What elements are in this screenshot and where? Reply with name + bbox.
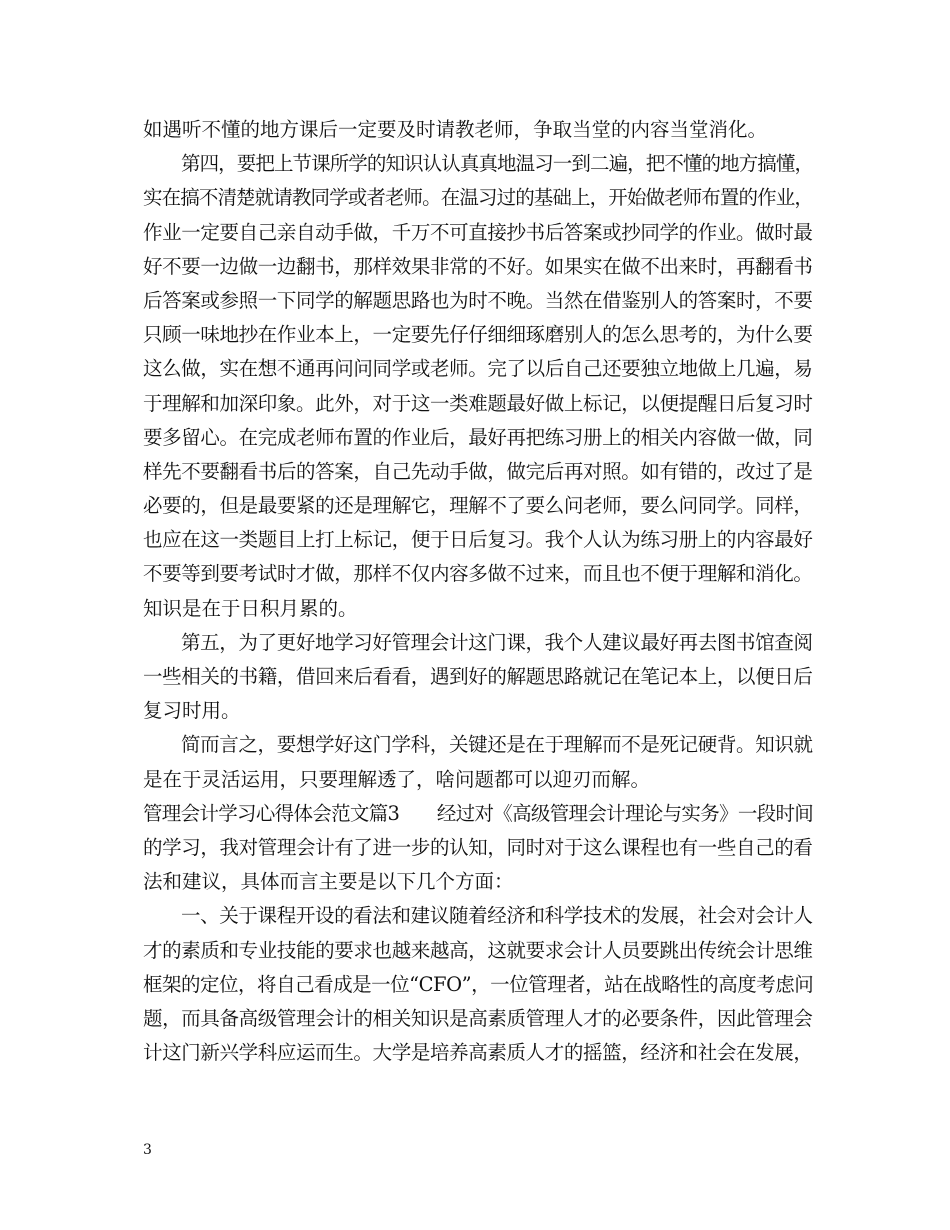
text-line: 样先不要翻看书后的答案，自己先动手做，做完后再对照。如有错的，改过了是: [143, 459, 813, 483]
text-line: 只顾一味地抄在作业本上，一定要先仔仔细细琢磨别人的怎么思考的，为什么要: [143, 323, 813, 347]
text-line: 的学习，我对管理会计有了进一步的认知，同时对于这么课程也有一些自己的看: [143, 835, 813, 859]
text-line: 如遇听不懂的地方课后一定要及时请教老师，争取当堂的内容当堂消化。: [143, 118, 768, 141]
text-line: 管理会计学习心得体会范文篇3 经过对《高级管理会计理论与实务》一段时间: [143, 801, 814, 825]
text-line: 不要等到要考试时才做，那样不仅内容多做不过来，而且也不便于理解和消化。: [143, 562, 813, 586]
text-line: 是在于灵活运用，只要理解透了，啥问题都可以迎刃而解。: [143, 767, 651, 791]
text-line: 简而言之，要想学好这门学科，关键还是在于理解而不是死记硬背。知识就: [181, 733, 813, 757]
text-line: 好不要一边做一边翻书，那样效果非常的不好。如果实在做不出来时，再翻看书: [143, 254, 813, 278]
text-line: 第四，要把上节课所学的知识认认真真地温习一到二遍，把不懂的地方搞懂，: [181, 152, 814, 176]
text-line: 题，而具备高级管理会计的相关知识是高素质管理人才的必要条件，因此管理会: [143, 1006, 813, 1030]
text-line: 复习时用。: [143, 699, 241, 723]
text-line: 后答案或参照一下同学的解题思路也为时不晚。当然在借鉴别人的答案时，不要: [143, 288, 813, 312]
text-line: 框架的定位，将自己看成是一位“CFO”，一位管理者，站在战略性的高度考虑问: [143, 972, 814, 996]
text-line: 才的素质和专业技能的要求也越来越高，这就要求会计人员要跳出传统会计思维: [143, 938, 813, 962]
text-line: 计这门新兴学科应运而生。大学是培养高素质人才的摇篮，经济和社会在发展，: [143, 1041, 813, 1065]
page-number: 3: [143, 1142, 152, 1158]
text-line: 一些相关的书籍，借回来后看看，遇到好的解题思路就记在笔记本上，以便日后: [143, 665, 813, 688]
text-line: 作业一定要自己亲自动手做，千万不可直接抄书后答案或抄同学的作业。做时最: [143, 220, 813, 244]
text-line: 一、关于课程开设的看法和建议随着经济和科学技术的发展，社会对会计人: [181, 904, 813, 928]
text-line: 法和建议，具体而言主要是以下几个方面：: [143, 870, 514, 894]
text-line: 这么做，实在想不通再问问同学或老师。完了以后自己还要独立地做上几遍，易: [143, 357, 813, 381]
text-line: 第五，为了更好地学习好管理会计这门课，我个人建议最好再去图书馆查阅: [181, 630, 813, 654]
text-line: 必要的，但是最要紧的还是理解它，理解不了要么问老师，要么问同学。同样，: [143, 494, 813, 518]
body-text: [143, 113, 813, 1070]
text-line: 要多留心。在完成老师布置的作业后，最好再把练习册上的相关内容做一做，同: [143, 425, 813, 449]
text-line: 也应在这一类题目上打上标记，便于日后复习。我个人认为练习册上的内容最好: [143, 528, 813, 552]
text-line: 于理解和加深印象。此外，对于这一类难题最好做上标记，以便提醒日后复习时: [143, 391, 813, 415]
text-line: 知识是在于日积月累的。: [143, 596, 358, 620]
text-line: 实在搞不清楚就请教同学或者老师。在温习过的基础上，开始做老师布置的作业，: [143, 186, 813, 210]
